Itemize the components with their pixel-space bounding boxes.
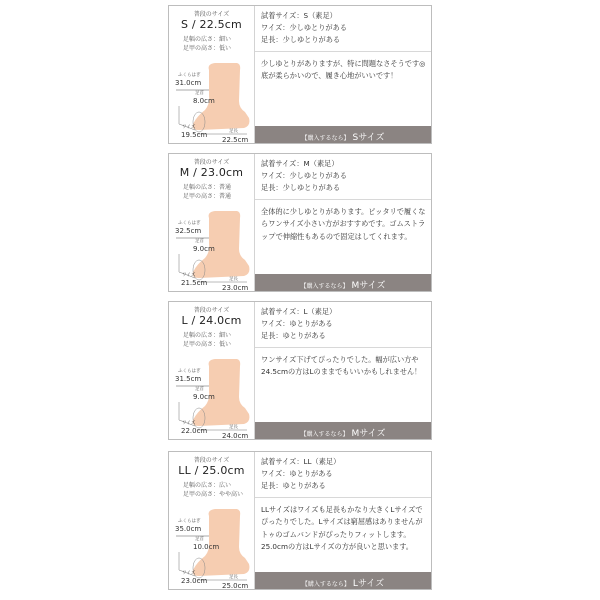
- usual-size-label: 普段のサイズ: [193, 11, 230, 18]
- test-fit-info: [261, 10, 347, 46]
- buy-size-button[interactable]: [255, 572, 431, 589]
- ankle-value: 9.0cm: [193, 245, 215, 253]
- foot-illustration: [169, 6, 254, 145]
- test-size: 試着サイズ：L（素足）: [261, 307, 337, 316]
- review-panel: [255, 452, 431, 589]
- calf-value: 31.5cm: [175, 375, 202, 383]
- calf-value: 32.5cm: [175, 227, 202, 235]
- divider: [255, 497, 431, 498]
- ankle-value: 8.0cm: [193, 97, 215, 105]
- calf-value: 31.0cm: [175, 79, 202, 87]
- test-wise: ワイズ：少しゆとりがある: [261, 171, 347, 180]
- buy-label: 【購入するなら】: [300, 283, 349, 290]
- divider: [255, 51, 431, 52]
- review-panel: [255, 6, 431, 143]
- test-wise: ワイズ：ゆとりがある: [261, 469, 333, 478]
- foot-measurement-panel: [169, 302, 255, 439]
- wise-value: 21.5cm: [181, 279, 208, 287]
- calf-label: ふくらはぎ: [178, 519, 201, 524]
- test-length: 足長：ゆとりがある: [261, 481, 326, 490]
- wise-label: ワイズ: [182, 273, 196, 278]
- foot-measurement-panel: [169, 6, 255, 143]
- buy-label: 【購入するなら】: [301, 135, 350, 142]
- wise-value: 19.5cm: [181, 131, 208, 139]
- foot-measurement-panel: [169, 452, 255, 589]
- length-value: 22.5cm: [222, 136, 249, 144]
- foot-width-label: 足幅の広さ：普通: [183, 184, 232, 191]
- test-size: 試着サイズ：LL（素足）: [261, 457, 341, 466]
- wise-value: 22.0cm: [181, 427, 208, 435]
- ankle-value: 10.0cm: [193, 543, 220, 551]
- ankle-label: 足首: [195, 91, 204, 96]
- ankle-value: 9.0cm: [193, 393, 215, 401]
- length-value: 24.0cm: [222, 432, 249, 440]
- foot-width-label: 足幅の広さ：広い: [183, 482, 232, 489]
- length-label: 足長: [229, 129, 238, 134]
- review-comment: 少しゆとりがありますが、特に問題なさそうです◎底が柔らかいので、履き心地がいいです！: [261, 59, 426, 81]
- usual-size-label: 普段のサイズ: [193, 159, 230, 166]
- foot-width-label: 足幅の広さ：細い: [183, 36, 232, 43]
- wise-label: ワイズ: [182, 421, 196, 426]
- calf-label: ふくらはぎ: [178, 369, 201, 374]
- wise-label: ワイズ: [182, 125, 196, 130]
- ankle-label: 足首: [195, 239, 204, 244]
- usual-size-value: S / 22.5cm: [181, 18, 242, 31]
- foot-measurement-panel: [169, 154, 255, 291]
- test-fit-info: [261, 158, 347, 194]
- review-comment: 全体的に少しゆとりがあります。ピッタリで履くならワンサイズ小さい方がおすすめです。ゴムストラップで伸縮性もあるので固定はしてくれます。: [261, 207, 426, 241]
- ankle-label: 足首: [195, 387, 204, 392]
- buy-size-button[interactable]: [255, 126, 431, 143]
- length-value: 23.0cm: [222, 284, 249, 292]
- buy-size: Mサイズ: [351, 429, 386, 439]
- instep-height-label: 足甲の高さ：普通: [183, 193, 232, 200]
- buy-size: Lサイズ: [352, 579, 385, 589]
- foot-width-label: 足幅の広さ：細い: [183, 332, 232, 339]
- size-card-ll: [168, 451, 432, 590]
- instep-height-label: 足甲の高さ：低い: [183, 45, 232, 52]
- buy-size: Mサイズ: [351, 281, 386, 291]
- buy-size: Sサイズ: [352, 133, 385, 143]
- review-comment: ワンサイズ下げてぴったりでした。幅が広い方や24.5cmの方はLのままでもいいかもしれません！: [261, 355, 422, 377]
- foot-illustration: [169, 452, 254, 591]
- test-fit-info: [261, 306, 336, 342]
- test-length: 足長：少しゆとりがある: [261, 183, 341, 192]
- test-size: 試着サイズ：M（素足）: [261, 159, 339, 168]
- divider: [255, 199, 431, 200]
- foot-illustration: [169, 154, 254, 293]
- test-length: 足長：少しゆとりがある: [261, 35, 341, 44]
- review-panel: [255, 154, 431, 291]
- usual-size-label: 普段のサイズ: [193, 307, 230, 314]
- size-card-m: [168, 153, 432, 292]
- calf-value: 35.0cm: [175, 525, 202, 533]
- ankle-label: 足首: [195, 537, 204, 542]
- foot-illustration: [169, 302, 254, 441]
- usual-size-value: LL / 25.0cm: [178, 464, 245, 477]
- instep-height-label: 足甲の高さ：やや高い: [183, 491, 244, 498]
- divider: [255, 347, 431, 348]
- wise-value: 23.0cm: [181, 577, 208, 585]
- length-value: 25.0cm: [222, 582, 249, 590]
- buy-size-button[interactable]: [255, 274, 431, 291]
- test-wise: ワイズ：少しゆとりがある: [261, 23, 347, 32]
- test-fit-info: [261, 456, 340, 492]
- size-card-l: [168, 301, 432, 440]
- length-label: 足長: [229, 575, 238, 580]
- usual-size-value: M / 23.0cm: [179, 166, 244, 179]
- test-wise: ワイズ：ゆとりがある: [261, 319, 333, 328]
- buy-label: 【購入するなら】: [300, 431, 349, 438]
- calf-label: ふくらはぎ: [178, 73, 201, 78]
- buy-label: 【購入するなら】: [301, 581, 350, 588]
- usual-size-value: L / 24.0cm: [181, 314, 242, 327]
- usual-size-label: 普段のサイズ: [193, 457, 230, 464]
- instep-height-label: 足甲の高さ：低い: [183, 341, 232, 348]
- review-comment: LLサイズはワイズも足長もかなり大きくLサイズでぴったりでした。Lサイズは窮屈感はありませんがトゥのゴムバンドがぴったりフィットします。25.0cmの方はLサイズの方が良いと思います。: [261, 505, 423, 551]
- length-label: 足長: [229, 277, 238, 282]
- review-panel: [255, 302, 431, 439]
- wise-label: ワイズ: [182, 571, 196, 576]
- size-card-s: [168, 5, 432, 144]
- calf-label: ふくらはぎ: [178, 221, 201, 226]
- buy-size-button[interactable]: [255, 422, 431, 439]
- length-label: 足長: [229, 425, 238, 430]
- test-length: 足長：ゆとりがある: [261, 331, 326, 340]
- test-size: 試着サイズ：S（素足）: [261, 11, 337, 20]
